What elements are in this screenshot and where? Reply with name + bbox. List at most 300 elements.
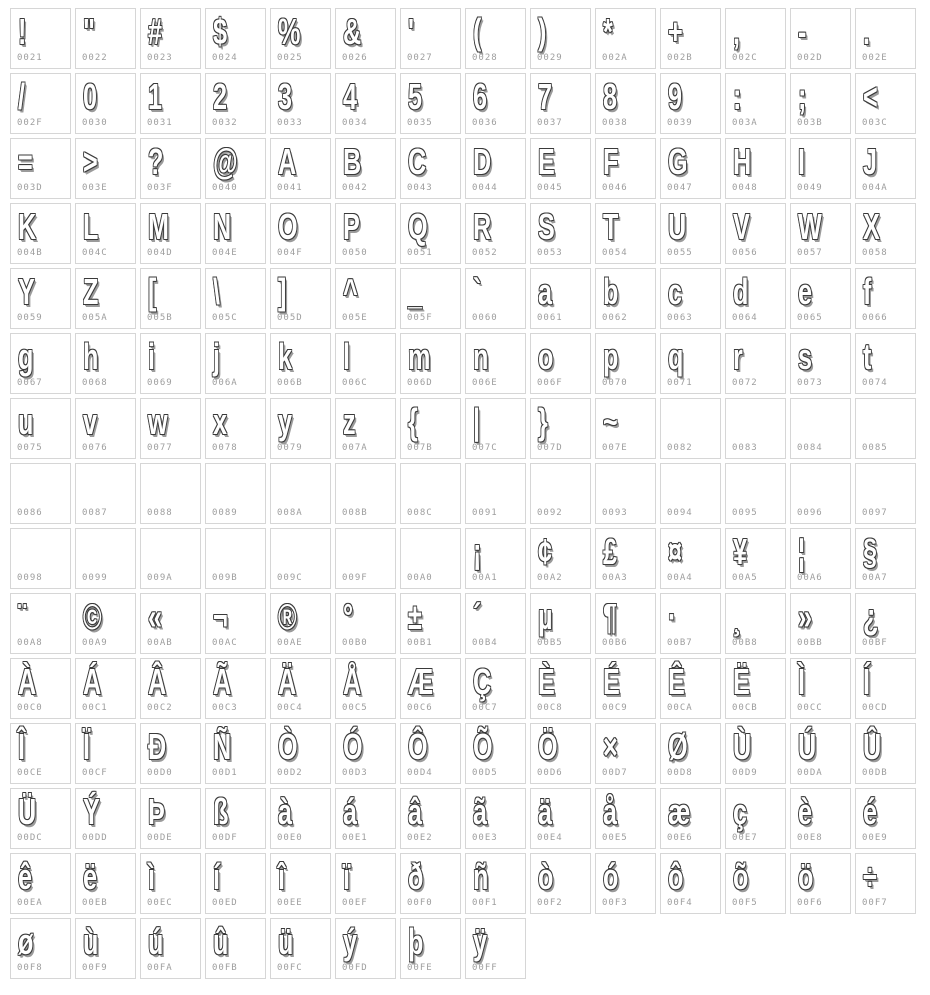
codepoint-label: 008B xyxy=(342,508,368,518)
codepoint-label: 0092 xyxy=(537,508,563,518)
codepoint-label: 00AE xyxy=(277,638,303,648)
glyph-cell xyxy=(205,593,266,654)
glyph-cell xyxy=(465,528,526,589)
glyph-char: í xyxy=(213,856,221,897)
codepoint-label: 0032 xyxy=(212,118,238,128)
glyph-cell xyxy=(400,723,461,784)
glyph-cell xyxy=(855,8,916,69)
glyph-cell xyxy=(530,528,591,589)
glyph-char: * xyxy=(603,11,613,52)
codepoint-label: 003F xyxy=(147,183,173,193)
glyph-cell xyxy=(790,853,851,914)
glyph-cell xyxy=(205,138,266,199)
codepoint-label: 0085 xyxy=(862,443,888,453)
glyph-char: J xyxy=(863,141,878,182)
glyph-char: µ xyxy=(538,596,553,637)
codepoint-label: 00E7 xyxy=(732,833,758,843)
glyph-cell xyxy=(725,658,786,719)
glyph-cell xyxy=(400,203,461,264)
codepoint-label: 00A3 xyxy=(602,573,628,583)
glyph-char: $ xyxy=(213,11,228,52)
glyph-cell xyxy=(595,73,656,134)
codepoint-label: 00FC xyxy=(277,963,303,973)
glyph-cell xyxy=(595,138,656,199)
glyph-cell xyxy=(790,788,851,849)
glyph-cell xyxy=(75,593,136,654)
glyph-cell xyxy=(335,8,396,69)
codepoint-label: 0061 xyxy=(537,313,563,323)
glyph-char: Ô xyxy=(408,726,428,767)
glyph-cell xyxy=(660,268,721,329)
glyph-cell xyxy=(10,723,71,784)
glyph-char: % xyxy=(278,11,301,52)
glyph-cell xyxy=(400,528,461,589)
glyph-cell xyxy=(75,203,136,264)
glyph-char: ¦ xyxy=(798,531,806,572)
glyph-cell xyxy=(530,398,591,459)
glyph-cell xyxy=(75,333,136,394)
glyph-char: ~ xyxy=(603,401,618,442)
codepoint-label: 00FB xyxy=(212,963,238,973)
glyph-char: Ý xyxy=(83,791,100,832)
glyph-cell xyxy=(465,268,526,329)
glyph-char: _ xyxy=(408,271,423,312)
glyph-char: - xyxy=(798,11,807,52)
glyph-cell xyxy=(465,333,526,394)
glyph-char: U xyxy=(668,206,687,247)
codepoint-label: 00C1 xyxy=(82,703,108,713)
glyph-char: I xyxy=(798,141,806,182)
glyph-cell xyxy=(790,593,851,654)
glyph-cell xyxy=(400,853,461,914)
codepoint-label: 00B8 xyxy=(732,638,758,648)
codepoint-label: 0064 xyxy=(732,313,758,323)
codepoint-label: 00DB xyxy=(862,768,888,778)
codepoint-label: 00CC xyxy=(797,703,823,713)
glyph-char: g xyxy=(18,336,34,377)
codepoint-label: 0054 xyxy=(602,248,628,258)
codepoint-label: 0079 xyxy=(277,443,303,453)
glyph-char: [ xyxy=(148,271,157,312)
glyph-char: æ xyxy=(668,791,691,832)
glyph-cell xyxy=(790,203,851,264)
codepoint-label: 00A8 xyxy=(17,638,43,648)
glyph-cell xyxy=(335,853,396,914)
glyph-char: ¨ xyxy=(18,596,27,637)
codepoint-label: 0046 xyxy=(602,183,628,193)
glyph-cell xyxy=(465,138,526,199)
codepoint-label: 0063 xyxy=(667,313,693,323)
glyph-cell xyxy=(660,788,721,849)
glyph-char: : xyxy=(733,76,742,117)
glyph-cell xyxy=(530,73,591,134)
glyph-char: Ë xyxy=(733,661,750,702)
codepoint-label: 0027 xyxy=(407,53,433,63)
glyph-cell xyxy=(140,203,201,264)
codepoint-label: 0094 xyxy=(667,508,693,518)
glyph-cell xyxy=(400,73,461,134)
glyph-cell xyxy=(660,463,721,524)
glyph-char: 0 xyxy=(83,76,98,117)
codepoint-label: 00C4 xyxy=(277,703,303,713)
codepoint-label: 0075 xyxy=(17,443,43,453)
glyph-char: l xyxy=(343,336,351,377)
glyph-char: È xyxy=(538,661,555,702)
codepoint-label: 00D6 xyxy=(537,768,563,778)
codepoint-label: 00F4 xyxy=(667,898,693,908)
codepoint-label: 00A5 xyxy=(732,573,758,583)
glyph-cell xyxy=(140,333,201,394)
glyph-char: ( xyxy=(473,11,482,52)
codepoint-label: 00DF xyxy=(212,833,238,843)
codepoint-label: 00EB xyxy=(82,898,108,908)
codepoint-label: 00F7 xyxy=(862,898,888,908)
glyph-cell xyxy=(75,853,136,914)
codepoint-label: 0096 xyxy=(797,508,823,518)
glyph-cell xyxy=(855,268,916,329)
codepoint-label: 00EE xyxy=(277,898,303,908)
glyph-char: } xyxy=(538,401,548,442)
glyph-cell xyxy=(595,658,656,719)
glyph-cell xyxy=(270,203,331,264)
glyph-cell xyxy=(465,203,526,264)
glyph-cell xyxy=(530,333,591,394)
glyph-cell xyxy=(855,723,916,784)
glyph-cell xyxy=(10,918,71,979)
glyph-cell xyxy=(335,528,396,589)
glyph-cell xyxy=(400,788,461,849)
glyph-char: ¿ xyxy=(863,596,879,637)
glyph-char: ¡ xyxy=(473,531,482,572)
glyph-char: k xyxy=(278,336,293,377)
glyph-char: f xyxy=(863,271,872,312)
glyph-cell xyxy=(595,528,656,589)
glyph-char: ! xyxy=(18,11,27,52)
glyph-cell xyxy=(270,593,331,654)
glyph-cell xyxy=(140,853,201,914)
glyph-char: Ó xyxy=(343,726,363,767)
codepoint-label: 00F8 xyxy=(17,963,43,973)
glyph-cell xyxy=(790,658,851,719)
glyph-cell xyxy=(270,918,331,979)
glyph-cell xyxy=(270,723,331,784)
glyph-cell xyxy=(205,463,266,524)
codepoint-label: 0033 xyxy=(277,118,303,128)
glyph-char: ç xyxy=(733,791,748,832)
glyph-cell xyxy=(140,723,201,784)
glyph-cell xyxy=(530,203,591,264)
glyph-char: © xyxy=(83,596,102,637)
glyph-char: O xyxy=(278,206,298,247)
glyph-cell xyxy=(335,723,396,784)
glyph-char: ÿ xyxy=(473,921,488,962)
glyph-cell xyxy=(595,203,656,264)
glyph-char: ó xyxy=(603,856,619,897)
glyph-char: Â xyxy=(148,661,167,702)
codepoint-label: 003A xyxy=(732,118,758,128)
glyph-char: Ã xyxy=(213,661,232,702)
glyph-char: n xyxy=(473,336,489,377)
codepoint-label: 003E xyxy=(82,183,108,193)
codepoint-label: 0076 xyxy=(82,443,108,453)
glyph-cell xyxy=(400,918,461,979)
glyph-cell xyxy=(140,138,201,199)
codepoint-label: 0087 xyxy=(82,508,108,518)
glyph-char: ± xyxy=(408,596,422,637)
glyph-cell xyxy=(855,398,916,459)
glyph-cell xyxy=(140,788,201,849)
glyph-cell xyxy=(595,788,656,849)
glyph-char: ö xyxy=(798,856,814,897)
glyph-cell xyxy=(400,333,461,394)
glyph-cell xyxy=(725,333,786,394)
codepoint-label: 0044 xyxy=(472,183,498,193)
codepoint-label: 006A xyxy=(212,378,238,388)
glyph-char: Õ xyxy=(473,726,493,767)
codepoint-label: 00ED xyxy=(212,898,238,908)
codepoint-label: 00E1 xyxy=(342,833,368,843)
codepoint-label: 00D9 xyxy=(732,768,758,778)
glyph-cell xyxy=(335,203,396,264)
codepoint-label: 00C7 xyxy=(472,703,498,713)
glyph-cell xyxy=(400,138,461,199)
glyph-cell xyxy=(205,723,266,784)
glyph-char: L xyxy=(83,206,99,247)
glyph-cell xyxy=(205,73,266,134)
glyph-char: ê xyxy=(18,856,33,897)
glyph-char: p xyxy=(603,336,619,377)
codepoint-label: 007B xyxy=(407,443,433,453)
glyph-cell xyxy=(725,788,786,849)
glyph-cell xyxy=(10,463,71,524)
glyph-char: r xyxy=(733,336,743,377)
codepoint-label: 00C5 xyxy=(342,703,368,713)
codepoint-label: 0055 xyxy=(667,248,693,258)
codepoint-label: 00DC xyxy=(17,833,43,843)
glyph-char: ' xyxy=(408,11,414,52)
glyph-char: V xyxy=(733,206,750,247)
glyph-cell xyxy=(205,268,266,329)
glyph-char: > xyxy=(83,141,98,182)
glyph-char: Ç xyxy=(473,661,492,702)
codepoint-label: 00C8 xyxy=(537,703,563,713)
glyph-char: ¤ xyxy=(668,531,683,572)
codepoint-label: 0037 xyxy=(537,118,563,128)
codepoint-label: 00D7 xyxy=(602,768,628,778)
codepoint-label: 005F xyxy=(407,313,433,323)
codepoint-label: 0048 xyxy=(732,183,758,193)
codepoint-label: 0086 xyxy=(17,508,43,518)
glyph-char: î xyxy=(278,856,286,897)
glyph-char: Î xyxy=(18,726,26,767)
codepoint-label: 00FE xyxy=(407,963,433,973)
codepoint-label: 00CF xyxy=(82,768,108,778)
glyph-cell xyxy=(75,463,136,524)
glyph-char: . xyxy=(863,11,871,52)
glyph-cell xyxy=(465,593,526,654)
glyph-char: Ð xyxy=(148,726,167,767)
glyph-cell xyxy=(140,398,201,459)
glyph-cell xyxy=(335,333,396,394)
glyph-cell xyxy=(10,138,71,199)
codepoint-label: 0031 xyxy=(147,118,173,128)
glyph-char: e xyxy=(798,271,813,312)
glyph-char: H xyxy=(733,141,752,182)
glyph-cell xyxy=(465,463,526,524)
glyph-char: a xyxy=(538,271,553,312)
glyph-char: j xyxy=(213,336,221,377)
codepoint-label: 004F xyxy=(277,248,303,258)
glyph-cell xyxy=(75,398,136,459)
glyph-cell xyxy=(335,593,396,654)
glyph-char: × xyxy=(603,726,618,767)
codepoint-label: 00D1 xyxy=(212,768,238,778)
glyph-cell xyxy=(660,853,721,914)
codepoint-label: 0082 xyxy=(667,443,693,453)
glyph-char: ò xyxy=(538,856,554,897)
codepoint-label: 004C xyxy=(82,248,108,258)
glyph-cell xyxy=(660,398,721,459)
codepoint-label: 0034 xyxy=(342,118,368,128)
glyph-cell xyxy=(205,658,266,719)
glyph-char: Ù xyxy=(733,726,752,767)
glyph-cell xyxy=(660,593,721,654)
glyph-cell xyxy=(465,73,526,134)
codepoint-label: 0029 xyxy=(537,53,563,63)
codepoint-label: 006D xyxy=(407,378,433,388)
codepoint-label: 0084 xyxy=(797,443,823,453)
codepoint-label: 0039 xyxy=(667,118,693,128)
glyph-cell xyxy=(790,723,851,784)
glyph-char: = xyxy=(18,141,33,182)
glyph-cell xyxy=(10,528,71,589)
codepoint-label: 002F xyxy=(17,118,43,128)
glyph-cell xyxy=(660,138,721,199)
glyph-cell xyxy=(530,658,591,719)
glyph-cell xyxy=(660,528,721,589)
glyph-cell xyxy=(530,723,591,784)
codepoint-label: 0045 xyxy=(537,183,563,193)
codepoint-label: 0022 xyxy=(82,53,108,63)
codepoint-label: 00F2 xyxy=(537,898,563,908)
glyph-char: ` xyxy=(473,271,482,312)
glyph-cell xyxy=(270,463,331,524)
glyph-cell xyxy=(465,723,526,784)
glyph-char: ï xyxy=(343,856,351,897)
glyph-cell xyxy=(335,268,396,329)
codepoint-label: 00F3 xyxy=(602,898,628,908)
codepoint-label: 00C6 xyxy=(407,703,433,713)
codepoint-label: 005D xyxy=(277,313,303,323)
codepoint-label: 005E xyxy=(342,313,368,323)
glyph-cell xyxy=(270,73,331,134)
glyph-cell xyxy=(10,853,71,914)
codepoint-label: 0057 xyxy=(797,248,823,258)
glyph-cell xyxy=(530,268,591,329)
codepoint-label: 0060 xyxy=(472,313,498,323)
glyph-char: £ xyxy=(603,531,618,572)
glyph-cell xyxy=(10,8,71,69)
codepoint-label: 0071 xyxy=(667,378,693,388)
codepoint-label: 00CB xyxy=(732,703,758,713)
glyph-cell xyxy=(140,658,201,719)
codepoint-label: 00B7 xyxy=(667,638,693,648)
codepoint-label: 0035 xyxy=(407,118,433,128)
codepoint-label: 00A7 xyxy=(862,573,888,583)
codepoint-label: 00E6 xyxy=(667,833,693,843)
codepoint-label: 00F9 xyxy=(82,963,108,973)
codepoint-label: 00DE xyxy=(147,833,173,843)
glyph-char: " xyxy=(83,11,95,52)
glyph-char: P xyxy=(343,206,360,247)
glyph-cell xyxy=(595,333,656,394)
glyph-char: Å xyxy=(343,661,362,702)
glyph-char: w xyxy=(148,401,168,442)
glyph-cell xyxy=(855,203,916,264)
glyph-cell xyxy=(205,918,266,979)
glyph-cell xyxy=(335,73,396,134)
glyph-cell xyxy=(335,398,396,459)
codepoint-label: 0024 xyxy=(212,53,238,63)
codepoint-label: 0047 xyxy=(667,183,693,193)
codepoint-label: 00DD xyxy=(82,833,108,843)
glyph-char: E xyxy=(538,141,555,182)
glyph-char: 1 xyxy=(148,76,163,117)
glyph-cell xyxy=(270,8,331,69)
glyph-char: b xyxy=(603,271,619,312)
glyph-char: ÷ xyxy=(863,856,877,897)
glyph-cell xyxy=(660,8,721,69)
codepoint-label: 009C xyxy=(277,573,303,583)
glyph-char: Ï xyxy=(83,726,91,767)
glyph-char: @ xyxy=(213,141,238,182)
glyph-char: ¥ xyxy=(733,531,748,572)
glyph-char: R xyxy=(473,206,492,247)
glyph-char: { xyxy=(408,401,418,442)
codepoint-label: 00D5 xyxy=(472,768,498,778)
glyph-char: ø xyxy=(18,921,34,962)
codepoint-label: 0041 xyxy=(277,183,303,193)
glyph-char: B xyxy=(343,141,362,182)
glyph-cell xyxy=(595,593,656,654)
codepoint-label: 00D0 xyxy=(147,768,173,778)
codepoint-label: 007D xyxy=(537,443,563,453)
glyph-char: ë xyxy=(83,856,98,897)
codepoint-label: 00EF xyxy=(342,898,368,908)
glyph-cell xyxy=(400,463,461,524)
glyph-char: à xyxy=(278,791,293,832)
glyph-cell xyxy=(10,268,71,329)
glyph-char: 9 xyxy=(668,76,683,117)
codepoint-label: 0058 xyxy=(862,248,888,258)
glyph-char: ? xyxy=(148,141,164,182)
codepoint-label: 0021 xyxy=(17,53,43,63)
codepoint-label: 0059 xyxy=(17,313,43,323)
glyph-char: ñ xyxy=(473,856,489,897)
codepoint-label: 0056 xyxy=(732,248,758,258)
glyph-cell xyxy=(400,593,461,654)
glyph-cell xyxy=(660,203,721,264)
codepoint-label: 007A xyxy=(342,443,368,453)
glyph-char: \ xyxy=(213,271,221,312)
glyph-char: ´ xyxy=(473,596,482,637)
glyph-cell xyxy=(465,788,526,849)
glyph-cell xyxy=(725,73,786,134)
glyph-cell xyxy=(595,723,656,784)
glyph-cell xyxy=(10,203,71,264)
glyph-char: § xyxy=(863,531,878,572)
glyph-cell xyxy=(725,203,786,264)
